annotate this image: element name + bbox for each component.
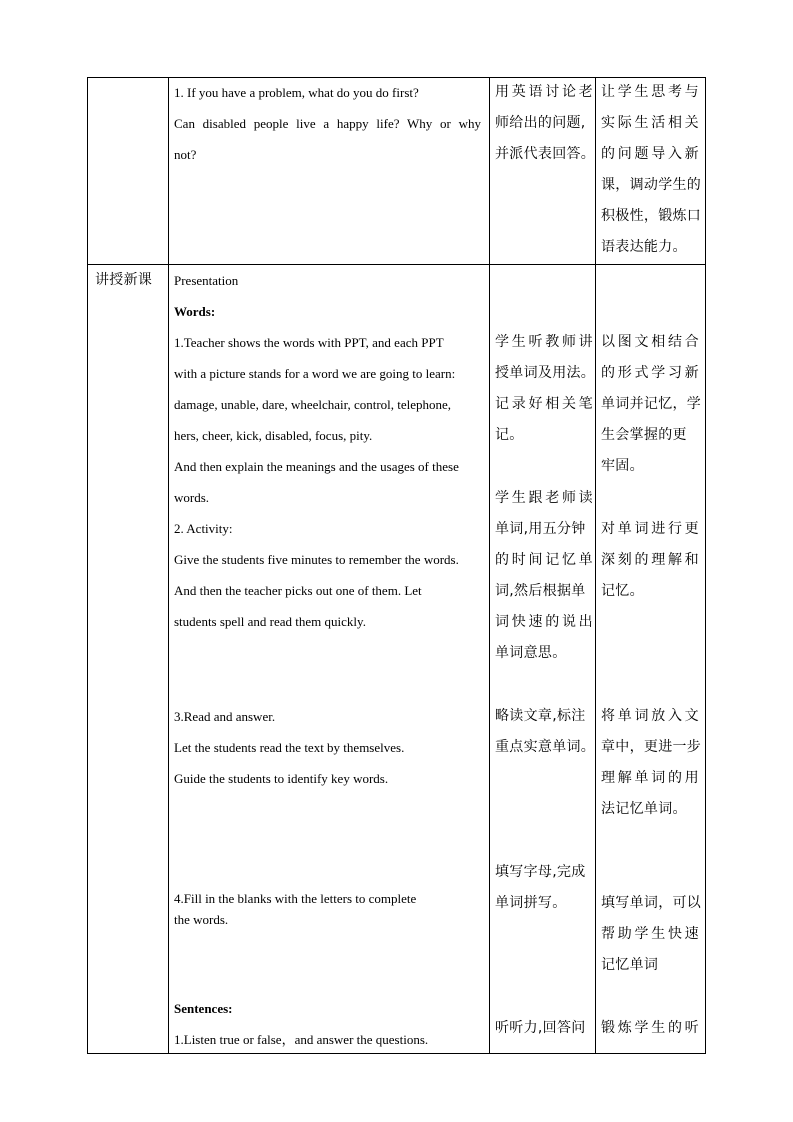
words-line: 1.Teacher shows the words with PPT, and each PPT [174,335,444,350]
row1-intent-line: 实际生活相关 [601,115,699,131]
student-line: 记。 [495,427,524,443]
intent-line: 填写单词，可以 [601,895,702,911]
fill-line: the words. [174,912,229,927]
words-line: words. [174,490,210,505]
fill-blanks-text [174,888,416,930]
row1-design-intent [601,77,701,263]
student-line: 词快速的说出 [495,614,593,630]
intent-line: 以图文相结合 [601,334,699,350]
student-line: 重点实意单词。 [495,739,596,755]
student-line: 略读文章,标注 [495,708,586,724]
words-line: And then the teacher picks out one of them. Let [174,583,422,598]
row1-intent-line: 让学生思考与 [601,84,699,100]
intent-line: 深刻的理解和 [601,552,699,568]
student-line: 听听力,回答问 [495,1020,586,1036]
row1-activity-line: Can disabled people live a happy life? Why or why [174,116,481,131]
presentation-label: Presentation [174,273,239,288]
row1-activity-line: 1. If you have a problem, what do you do first? [174,85,419,100]
row1-activity-text [174,77,481,170]
intent-line: 将单词放入文 [601,708,699,724]
student-line: 学生跟老师读 [495,490,593,506]
design-intent-a [601,327,701,482]
row1-student-line: 师给出的问题, [495,115,586,131]
intent-line: 记忆单词 [601,957,659,973]
column-divider-1 [168,78,169,1053]
intent-line: 对单词进行更 [601,521,699,537]
intent-line: 记忆。 [601,583,644,599]
sentences-text [174,993,428,1055]
student-line: 词,然后根据单 [495,583,586,599]
row1-intent-line: 课，调动学生的 [601,177,702,193]
intent-line: 法记忆单词。 [601,801,687,817]
intent-line: 理解单词的用 [601,770,699,786]
row1-intent-line: 的问题导入新 [601,146,699,162]
student-line: 单词,用五分钟 [495,521,586,537]
column-divider-3 [595,78,596,1053]
row1-student-line: 并派代表回答。 [495,146,596,162]
intent-line: 帮助学生快速 [601,926,699,942]
words-line: And then explain the meanings and the usages of these [174,459,459,474]
student-line: 的时间记忆单 [495,552,593,568]
design-intent-c [601,701,701,825]
student-line: 授单词及用法。 [495,365,596,381]
design-intent-d [601,888,701,981]
intent-line: 章中，更进一步 [601,739,702,755]
row1-student-activity [495,77,595,170]
student-activity-a [495,327,595,451]
row1-intent-line: 语表达能力。 [601,239,687,255]
intent-line: 牢固。 [601,458,644,474]
words-line: with a picture stands for a word we are going to learn: [174,366,456,381]
row1-intent-line: 积极性，锻炼口 [601,208,702,224]
words-line: Give the students five minutes to remember the words. [174,552,459,567]
read-line: Guide the students to identify key words. [174,771,389,786]
student-activity-b [495,483,593,669]
sentences-heading: Sentences: [174,1001,233,1016]
student-activity-e [495,1013,586,1044]
intent-line: 单词并记忆，学 [601,396,702,412]
row1-student-line: 用英语讨论老 [495,84,593,100]
intent-line: 锻炼学生的听 [601,1020,699,1036]
words-line: students spell and read them quickly. [174,614,366,629]
intent-line: 的形式学习新 [601,365,699,381]
words-heading: Words: [174,304,216,319]
intent-line: 生会掌握的更 [601,427,687,443]
student-line: 单词意思。 [495,645,567,661]
design-intent-e [601,1013,699,1044]
read-answer-text [174,701,404,794]
fill-line: 4.Fill in the blanks with the letters to complete [174,891,417,906]
words-line: 2. Activity: [174,521,233,536]
column-divider-2 [489,78,490,1053]
student-line: 学生听教师讲 [495,334,593,350]
section-label: 讲授新课 [95,272,153,288]
words-line: hers, cheer, kick, disabled, focus, pity. [174,428,373,443]
read-line: 3.Read and answer. [174,709,276,724]
presentation-text [174,265,459,637]
row1-activity-line: not? [174,147,197,162]
student-activity-d [495,857,586,919]
student-activity-c [495,701,595,763]
student-line: 填写字母,完成 [495,864,586,880]
design-intent-b [601,514,699,607]
student-line: 记录好相关笔 [495,396,593,412]
words-line: damage, unable, dare, wheelchair, control, telephone, [174,397,452,412]
listen-line: 1.Listen true or false，and answer the questions. [174,1032,429,1047]
student-line: 单词拼写。 [495,895,567,911]
read-line: Let the students read the text by themselves. [174,740,405,755]
